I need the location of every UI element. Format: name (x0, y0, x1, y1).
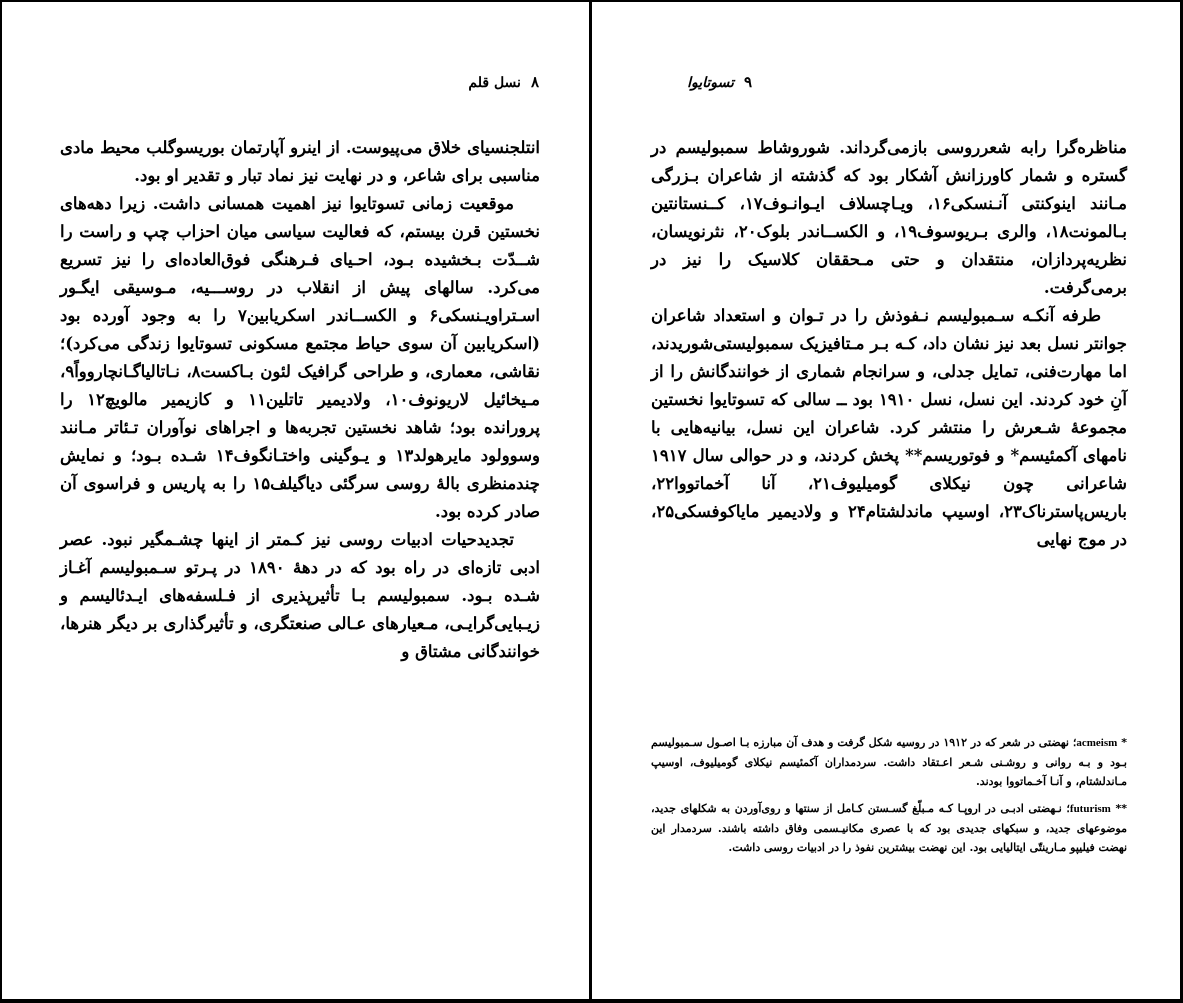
right-running-title: تسوتایوا (687, 75, 734, 91)
paragraph: موقعیت زمانی تسوتایوا نیز اهمیت همسانی داشت. زیرا دهه‌های نخستین قرن بیستم، که فعالیت سیاسی میان احزاب چپ و راست را شــدّت بـخشیده بـود، احـیای فـرهنگی فوق‌العاده‌ای را نیز تسریع می‌کرد. سالهای پیش از انقلاب در روســـیه، مـوسیقی ایگـور اسـتراویـنسکی۶ و الکســاندر اسکریابین۷ را به وجود آورده بود (اسکریابین آن سوی حیاط مجتمع مسکونی تسوتایوا زندگی می‌کرد)؛ نقاشی، معماری، و طراحی گرافیک لئون بـاکست۸، نـاتالیاگـانچاروواً۹، مـیخائیل لاریونوف۱۰، ولادیمیر تاتلین۱۱ و کازیمیر مالویچ۱۲ را پرورانده بود؛ شاهد نخستین تجربه‌ها و اجراهای نوآوران تـئاتر مـانند وسوولود مایرهولد۱۳ و یـوگینی واختـانگوف۱۴ شـده بـود؛ و نمایش چندمنظری باله‌ٔ روسی سرگئی دیاگیلف۱۵ را به پاریس و فراسوی آن صادر کرده بود. (60, 194, 541, 521)
right-page (592, 0, 1180, 1000)
right-page-body (651, 134, 1127, 554)
footnote (651, 733, 1127, 791)
footnote-term: futurism (1069, 803, 1111, 815)
footnote (651, 799, 1127, 857)
right-page-number: ۹ (743, 73, 752, 91)
footnote-term: acmeism (1076, 737, 1118, 749)
paragraph: طرفه آنکـه سـمبولیسم نـفوذش را در تـوان و استعداد شاعران جوانتر نسل بعد نیز نشان داد، کـه بـر مـتافیزیک سمبولیستی‌شوریدند، اما مهارت‌فنی، تمایل جدلی، و سرانجام شماری از خوانندگانش را از آنِ خود کردند. این نسل، نسل ۱۹۱۰ بود ــ سالی که تسوتایوا نخستین مجموعهٔ شـعرش را منتشر کرد. شاعران این نسل، بیانیه‌هایی با نامهای آکمئیسم* و فوتوریسم** پخش کردند، و در حوالی سال ۱۹۱۷ شاعرانی چون نیکلای گومیلیوف۲۱، آنا آخماتووا۲۲، باریس‌پاسترناک۲۳، اوسیپ ماندلشتام۲۴ و ولادیمیر مایاکوفسکی۲۵، در موج نهایی (651, 306, 1127, 549)
right-page-header (687, 73, 752, 91)
paragraph: تجدیدحیات ادبیات روسی نیز کـمتر از اینها چشـمگیر نبود. عصر ادبی تازه‌ای در راه بود که در دهه‌ٔ ۱۸۹۰ در پـرتو سـمبولیسم آغـاز شـده بـود. سمبولیسم بـا تأثیرپذیری از فـلسفه‌های ایـدئالیسم و زیـبایی‌گرایـی، مـعیارهای عـالی صنعتگری، و تأثیرگذاری بر دیگر هنرها، خوانندگانی مشتاق و (60, 530, 540, 661)
left-page-body (60, 134, 540, 666)
footnote-marker: ** (1115, 802, 1127, 815)
left-page (2, 0, 589, 1000)
paragraph: مناظره‌گرا رابه شعرروسی بازمی‌گرداند. شوروشاط سمبولیسم در گستره و شمار کاورزانش آشکار بود که گذشته از شاعران بـزرگی مـانند اینوکنتی آنـنسکی۱۶، ویـاچسلاف ایـوانـوف۱۷، کــنستانتین بـالمونت۱۸، والری بـریوسوف۱۹، و الکســاندر بلوک۲۰، نثرنویسان، نظریه‌پردازان، منتقدان و حتی مـحققان کلاسیک را نیز در برمی‌گرفت. (651, 138, 1128, 297)
left-running-title: نسل قلم (468, 75, 521, 91)
footnote-text: ؛ نهضتی در شعر که در ۱۹۱۲ در روسیه شکل گرفت و هدف آن مبارزه بـا اصـول سـمبولیسم بـود و بـه روانی و روشـنی شـعر اعـتقاد داشت. سردمداران آکمئیسم نیکلای گومیلیوف، اوسیپ مـاندلشتام، و آنـا آخـماتووا بودند. (651, 736, 1127, 788)
paragraph: انتلجنسیای خلاق می‌پیوست. از اینرو آپارتمان بوریسوگلب محیط مادی مناسبی برای شاعر، و در نهایت نیز نماد تبار و تقدیر او بود. (60, 138, 540, 185)
footnotes (651, 733, 1127, 865)
footnote-text: ؛ نـهضتی ادبـی در اروپـا کـه مـبلّغ گسـستن کـامل از سنتها و روی‌آوردن به شکلهای جدید، موضوعهای جدید، و سبکهای جدیدی بود که با عصری مکانیـسمی وفاق داشته باشند. سردمدار این نهضت فیلیپو مـارینتّی ایتالیایی بود. این نهضت بیشترین نفوذ را در ادبیات روسی داشت. (651, 802, 1127, 854)
footnote-marker: * (1121, 736, 1127, 749)
left-page-header (468, 73, 539, 91)
left-page-number: ۸ (530, 73, 539, 91)
